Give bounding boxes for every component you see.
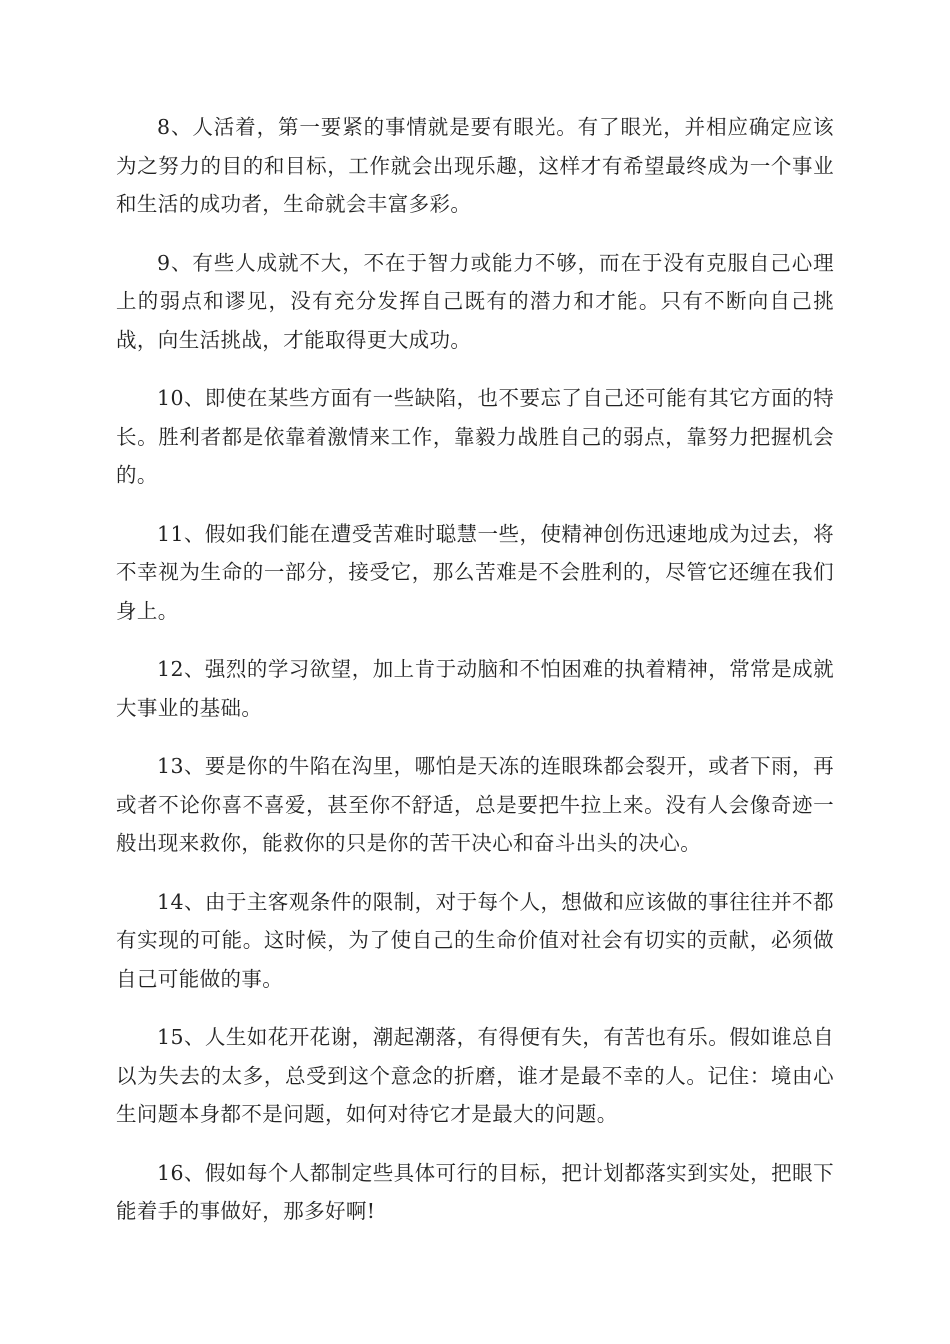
paragraph-10: 10、即使在某些方面有一些缺陷，也不要忘了自己还可能有其它方面的特长。胜利者都是依靠着激情来工作，靠毅力战胜自己的弱点，靠努力把握机会的。 bbox=[116, 386, 834, 487]
document-body bbox=[116, 108, 834, 1251]
paragraph-12: 12、强烈的学习欲望，加上肯于动脑和不怕困难的执着精神，常常是成就大事业的基础。 bbox=[116, 657, 834, 720]
paragraph-13: 13、要是你的牛陷在沟里，哪怕是天冻的连眼珠都会裂开，或者下雨，再或者不论你喜不喜爱，甚至你不舒适，总是要把牛拉上来。没有人会像奇迹一般出现来救你，能救你的只是你的苦干决心和奋斗出头的决心。 bbox=[116, 754, 834, 855]
paragraph-11: 11、假如我们能在遭受苦难时聪慧一些，使精神创伤迅速地成为过去，将不幸视为生命的一部分，接受它，那么苦难是不会胜利的，尽管它还缠在我们身上。 bbox=[116, 521, 834, 623]
paragraph-14: 14、由于主客观条件的限制，对于每个人，想做和应该做的事往往并不都有实现的可能。这时候，为了使自己的生命价值对社会有切实的贡献，必须做自己可能做的事。 bbox=[116, 889, 834, 991]
paragraph-9: 9、有些人成就不大，不在于智力或能力不够，而在于没有克服自己心理上的弱点和谬见，没有充分发挥自己既有的潜力和才能。只有不断向自己挑战，向生活挑战，才能取得更大成功。 bbox=[116, 250, 834, 352]
paragraph-16: 16、假如每个人都制定些具体可行的目标，把计划都落实到实处，把眼下能着手的事做好，那多好啊! bbox=[116, 1160, 834, 1223]
paragraph-15: 15、人生如花开花谢，潮起潮落，有得便有失，有苦也有乐。假如谁总自以为失去的太多，总受到这个意念的折磨，谁才是最不幸的人。记住：境由心生问题本身都不是问题，如何对待它才是最大的问题。 bbox=[116, 1025, 834, 1126]
paragraph-8: 8、人活着，第一要紧的事情就是要有眼光。有了眼光，并相应确定应该为之努力的目的和目标，工作就会出现乐趣，这样才有希望最终成为一个事业和生活的成功者，生命就会丰富多彩。 bbox=[116, 115, 834, 216]
